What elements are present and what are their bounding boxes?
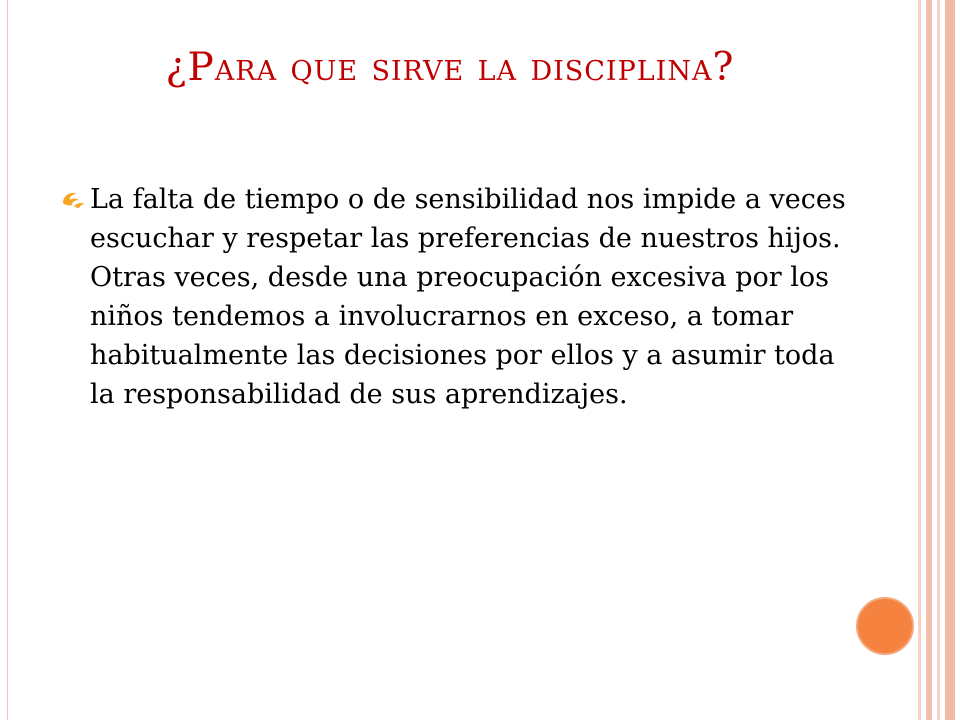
decorative-circle: [856, 597, 914, 655]
fire-bullet-icon: [60, 187, 88, 211]
bullet-text: La falta de tiempo o de sensibilidad nos impide a veces escuchar y respetar las preferencias de nuestros hijos. Otras veces, desde una preocupación excesiva por los niños tendemos a involucrarnos en exceso, a tomar habitualmente las decisiones por ellos y a asumir toda la responsabilidad de sus aprendizajes.: [90, 184, 846, 410]
decorative-stripes: [918, 0, 960, 720]
slide-title: ¿Para que sirve la disciplina?: [165, 45, 735, 90]
